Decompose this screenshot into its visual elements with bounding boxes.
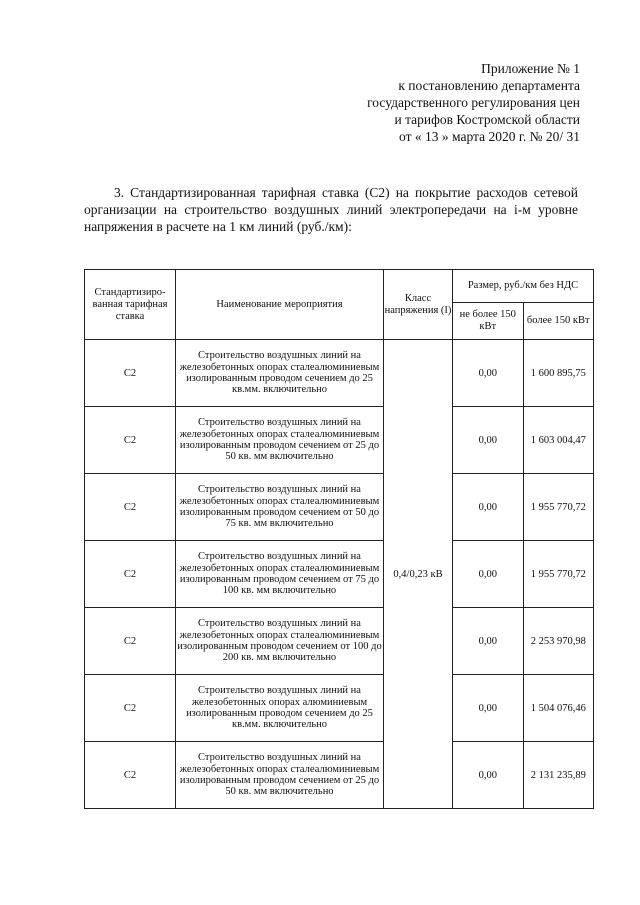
row-name: Строительство воздушных линий на железобетонных опорах сталеалюминиевым изолированным проводом сечением до 25 кв.мм. включительно — [176, 340, 384, 407]
row-code: С2 — [85, 742, 176, 809]
row-up-to-150: 0,00 — [453, 474, 524, 541]
row-over-150: 1 955 770,72 — [523, 541, 594, 608]
appendix-line: и тарифов Костромской области — [394, 112, 580, 127]
appendix-line: Приложение № 1 — [481, 61, 580, 76]
appendix-line: государственного регулирования цен — [367, 95, 580, 110]
header-name: Наименование мероприятия — [176, 270, 384, 340]
row-code: С2 — [85, 541, 176, 608]
row-name: Строительство воздушных линий на железобетонных опорах сталеалюминиевым изолированным проводом сечением от 100 до 200 кв. мм включительно — [176, 608, 384, 675]
header-code: Стандартизиро-ванная тарифная ставка — [85, 270, 176, 340]
row-name: Строительство воздушных линий на железобетонных опорах сталеалюминиевым изолированным проводом сечением от 25 до 50 кв. мм включительно — [176, 407, 384, 474]
row-up-to-150: 0,00 — [453, 407, 524, 474]
row-code: С2 — [85, 474, 176, 541]
row-over-150: 1 603 004,47 — [523, 407, 594, 474]
header-over-150: более 150 кВт — [523, 303, 594, 340]
row-name: Строительство воздушных линий на железобетонных опорах сталеалюминиевым изолированным проводом сечением от 75 до 100 кв. мм включительно — [176, 541, 384, 608]
table-row — [85, 742, 594, 809]
appendix-line: к постановлению департамента — [398, 78, 580, 93]
table-row — [85, 675, 594, 742]
row-up-to-150: 0,00 — [453, 742, 524, 809]
intro-text: 3. Стандартизированная тарифная ставка (С2) на покрытие расходов сетевой организации на строительство воздушных линий электропередачи на i-м уровне напряжения в расчете на 1 км линий (руб./км): — [84, 185, 578, 234]
appendix-line: от « 13 » марта 2020 г. № 20/ 31 — [399, 129, 580, 144]
tariff-table — [84, 269, 594, 809]
row-name: Строительство воздушных линий на железобетонных опорах алюминиевым изолированным проводом сечением до 25 кв.мм. включительно — [176, 675, 384, 742]
row-over-150: 1 955 770,72 — [523, 474, 594, 541]
voltage-class-cell: 0,4/0,23 кВ — [384, 340, 453, 809]
table-row — [85, 340, 594, 407]
row-code: С2 — [85, 340, 176, 407]
table-row — [85, 541, 594, 608]
row-name: Строительство воздушных линий на железобетонных опорах сталеалюминиевым изолированным проводом сечением от 50 до 75 кв. мм включительно — [176, 474, 384, 541]
intro-paragraph — [84, 184, 578, 235]
row-up-to-150: 0,00 — [453, 541, 524, 608]
appendix-block — [367, 60, 580, 145]
row-over-150: 1 504 076,46 — [523, 675, 594, 742]
header-size: Размер, руб./км без НДС — [453, 270, 594, 303]
table-row — [85, 608, 594, 675]
row-code: С2 — [85, 675, 176, 742]
row-code: С2 — [85, 608, 176, 675]
table-row — [85, 407, 594, 474]
row-over-150: 1 600 895,75 — [523, 340, 594, 407]
row-up-to-150: 0,00 — [453, 608, 524, 675]
row-up-to-150: 0,00 — [453, 675, 524, 742]
header-voltage-class: Класс напряжения (I) — [384, 270, 453, 340]
row-over-150: 2 253 970,98 — [523, 608, 594, 675]
row-over-150: 2 131 235,89 — [523, 742, 594, 809]
header-up-to-150: не более 150 кВт — [453, 303, 524, 340]
table-row — [85, 474, 594, 541]
row-up-to-150: 0,00 — [453, 340, 524, 407]
row-name: Строительство воздушных линий на железобетонных опорах сталеалюминиевым изолированным проводом сечением от 25 до 50 кв. мм включительно — [176, 742, 384, 809]
row-code: С2 — [85, 407, 176, 474]
